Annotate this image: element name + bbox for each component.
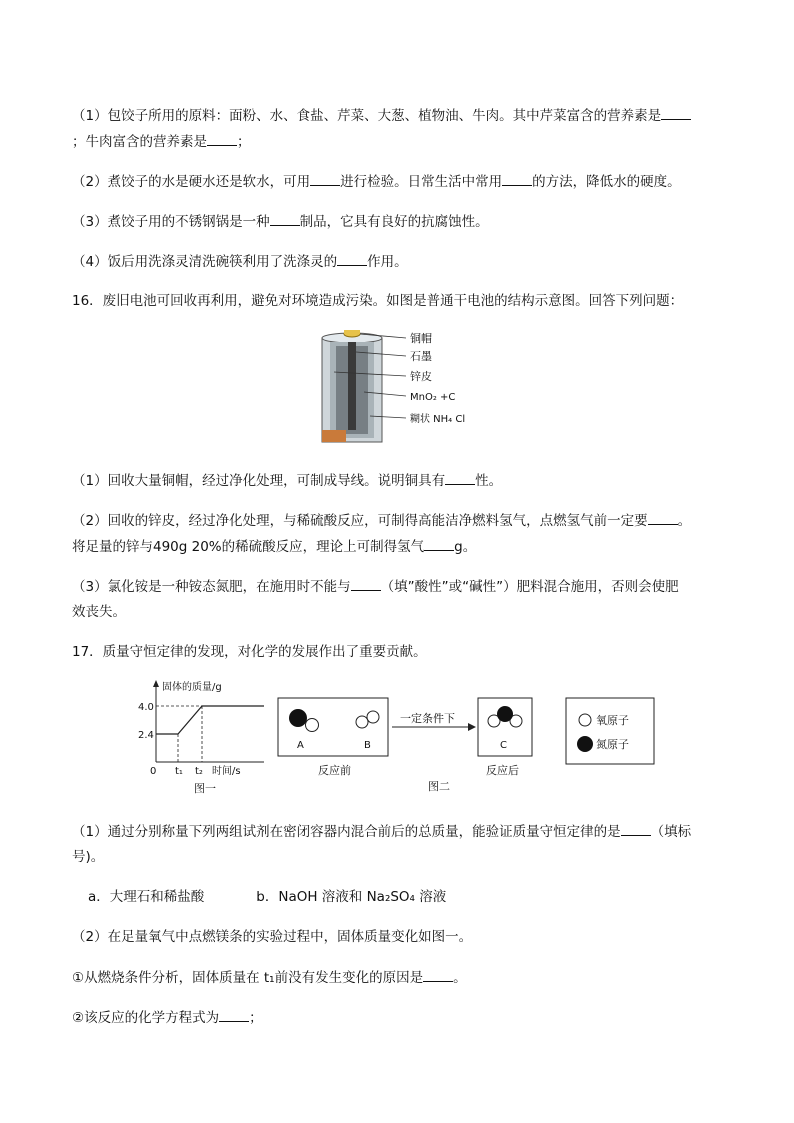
answer-blank[interactable] <box>648 511 678 525</box>
q15-part3: （3）煮饺子用的不锈钢锅是一种 制品，它具有良好的抗腐蚀性。 <box>72 214 489 230</box>
answer-blank[interactable] <box>661 106 691 120</box>
q16-part3-line2: 效丧失。 <box>72 604 126 620</box>
q16-stem: 16．废旧电池可回收再利用，避免对环境造成污染。如图是普通干电池的结构示意图。回答下列问题： <box>72 293 684 309</box>
answer-blank[interactable] <box>270 212 300 226</box>
before-caption: 反应前 <box>318 764 351 777</box>
oxygen-atom <box>367 711 379 723</box>
label-mno2: MnO₂ +C <box>410 392 456 403</box>
q17-part2-sub1: ①从燃烧条件分析，固体质量在 t₁前没有发生变化的原因是 。 <box>72 970 467 986</box>
q16-part1: （1）回收大量铜帽，经过净化处理，可制成导线。说明铜具有 性。 <box>72 473 503 489</box>
y-axis-arrow <box>153 680 159 687</box>
q17-stem: 17．质量守恒定律的发现，对化学的发展作出了重要贡献。 <box>72 644 427 660</box>
q17-part1-line1: （1）通过分别称量下列两组试剂在密闭容器内混合前后的总质量，能验证质量守恒定律的是 （填标 <box>72 824 692 840</box>
answer-blank[interactable] <box>219 1008 249 1022</box>
x-axis-label: 时间/s <box>212 766 241 777</box>
label-nh4cl: 糊状 NH₄ Cl <box>410 414 466 425</box>
answer-blank[interactable] <box>445 471 475 485</box>
label-b: B <box>364 740 371 751</box>
after-caption: 反应后 <box>486 764 519 777</box>
y-tick-4: 4.0 <box>138 702 154 713</box>
q16-part2-line2: 将足量的锌与490g 20%的稀硫酸反应，理论上可制得氢气 g。 <box>72 539 477 555</box>
figure-one-caption: 图一 <box>194 782 216 795</box>
label-c: C <box>500 740 507 751</box>
reaction-arrowhead <box>468 723 476 731</box>
y-axis-label: 固体的质量/g <box>162 682 222 693</box>
x-tick-t2: t₂ <box>195 766 203 777</box>
answer-blank[interactable] <box>423 968 453 982</box>
figure-one-graph <box>128 676 268 796</box>
answer-blank[interactable] <box>310 172 340 186</box>
legend-oxygen-icon <box>579 714 591 726</box>
answer-blank[interactable] <box>502 172 532 186</box>
q15-part1-line2: ；牛肉富含的营养素是 ； <box>72 134 251 150</box>
q17-options <box>88 888 446 906</box>
x-tick-t1: t₁ <box>175 766 183 777</box>
y-tick-2-4: 2.4 <box>138 730 154 741</box>
answer-blank[interactable] <box>424 537 454 551</box>
legend-nitrogen-icon <box>577 736 593 752</box>
nitrogen-atom <box>497 706 513 722</box>
label-a: A <box>297 740 304 751</box>
label-copper-cap: 铜帽 <box>410 332 432 345</box>
answer-blank[interactable] <box>351 577 381 591</box>
oxygen-atom <box>356 716 368 728</box>
q16-part2-line1: （2）回收的锌皮，经过净化处理，与稀硫酸反应，可制得高能洁净燃料氢气，点燃氢气前一定要 。 <box>72 513 692 529</box>
q16-part3-line1: （3）氯化铵是一种铵态氮肥，在施用时不能与 （填”酸性”或“碱性”）肥料混合施用，否则会使肥 <box>72 579 679 595</box>
condition-text: 一定条件下 <box>400 712 455 725</box>
oxygen-atom <box>306 719 319 732</box>
label-graphite: 石墨 <box>410 350 432 363</box>
battery-diagram <box>318 326 488 446</box>
legend-oxygen-label: 氧原子 <box>596 714 629 727</box>
q17-part2-sub2: ②该反应的化学方程式为 ； <box>72 1010 263 1026</box>
q17-part1-line2: 号)。 <box>72 849 105 865</box>
option-b[interactable]: b．NaOH 溶液和 Na₂SO₄ 溶液 <box>256 889 447 905</box>
q17-part2: （2）在足量氧气中点燃镁条的实验过程中，固体质量变化如图一。 <box>72 929 473 945</box>
label-zinc: 锌皮 <box>410 370 432 383</box>
q15-part1-line1: （1）包饺子所用的原料：面粉、水、食盐、芹菜、大葱、植物油、牛肉。其中芹菜富含的营养素是 <box>72 106 691 125</box>
answer-blank[interactable] <box>621 822 651 836</box>
mass-curve <box>156 706 264 734</box>
nitrogen-atom <box>289 709 307 727</box>
before-box <box>278 698 388 756</box>
legend-box <box>566 698 654 764</box>
figure-two-caption: 图二 <box>428 780 450 793</box>
answer-blank[interactable] <box>337 252 367 266</box>
origin-label: 0 <box>150 766 157 777</box>
legend-nitrogen-label: 氮原子 <box>596 738 629 751</box>
q15-part4: （4）饭后用洗涤灵清洗碗筷利用了洗涤灵的 作用。 <box>72 254 408 270</box>
q15-part2: （2）煮饺子的水是硬水还是软水，可用 进行检验。日常生活中常用 的方法，降低水的硬度。 <box>72 174 681 190</box>
option-a[interactable]: a．大理石和稀盐酸 <box>88 889 205 905</box>
figure-two-model <box>274 694 664 798</box>
answer-blank[interactable] <box>207 132 237 146</box>
